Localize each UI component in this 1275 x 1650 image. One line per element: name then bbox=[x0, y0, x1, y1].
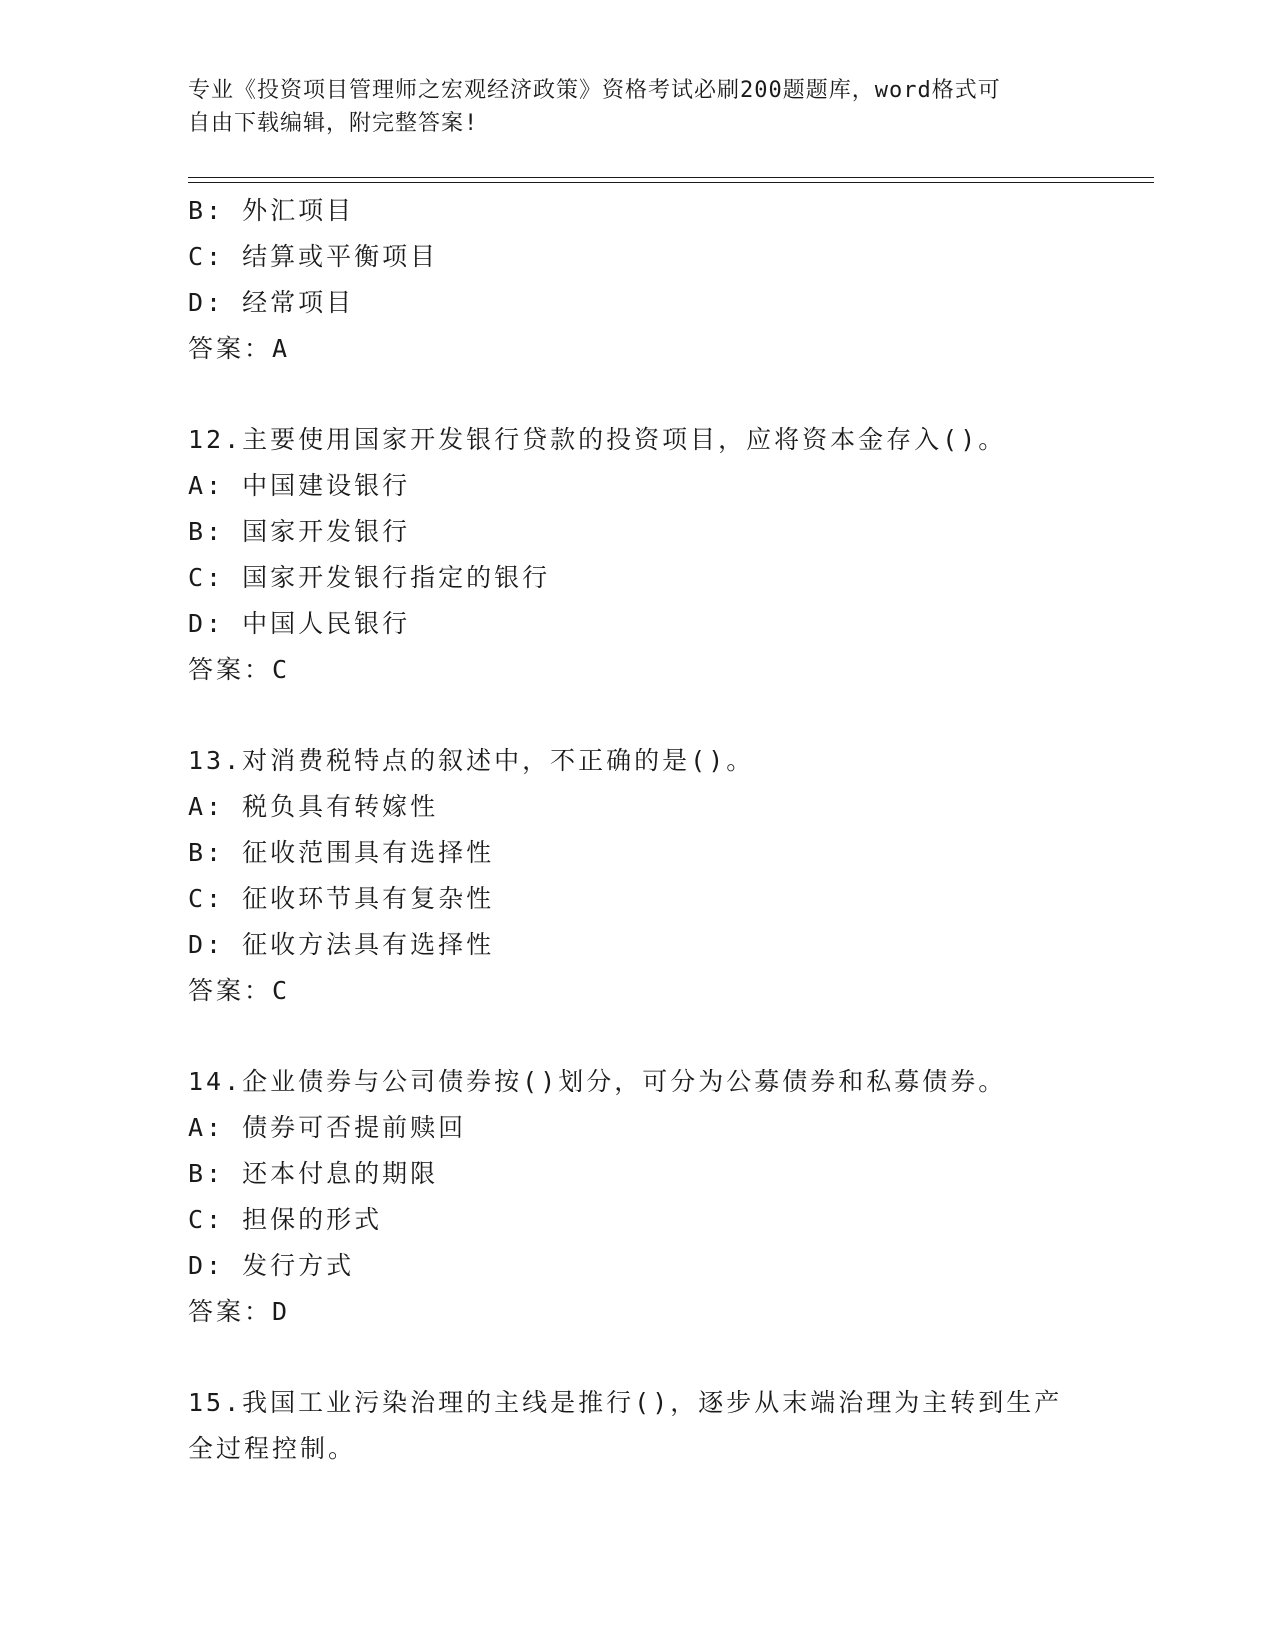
question-15 bbox=[188, 1380, 1088, 1472]
question-14-option-d: D: 发行方式 bbox=[188, 1251, 355, 1280]
question-12-stem: 12.主要使用国家开发银行贷款的投资项目，应将资本金存入()。 bbox=[188, 425, 1007, 454]
question-12-option-c: C: 国家开发银行指定的银行 bbox=[188, 563, 551, 592]
question-12 bbox=[188, 417, 1088, 693]
question-12-option-a: A: 中国建设银行 bbox=[188, 471, 411, 500]
header-title-line-1: 专业《投资项目管理师之宏观经济政策》资格考试必刷200题题库，word格式可 bbox=[188, 78, 1001, 103]
document-header bbox=[188, 74, 1088, 140]
question-13 bbox=[188, 738, 1088, 1014]
spacer bbox=[188, 1014, 1088, 1059]
question-14-option-a: A: 债券可否提前赎回 bbox=[188, 1113, 467, 1142]
question-13-answer: 答案：C bbox=[188, 976, 291, 1005]
question-14-option-b: B: 还本付息的期限 bbox=[188, 1159, 439, 1188]
question-12-option-d: D: 中国人民银行 bbox=[188, 609, 411, 638]
question-14-answer: 答案：D bbox=[188, 1297, 291, 1326]
header-divider-bottom bbox=[188, 182, 1154, 183]
header-divider-top bbox=[188, 177, 1154, 178]
question-14-option-c: C: 担保的形式 bbox=[188, 1205, 383, 1234]
question-14 bbox=[188, 1059, 1088, 1335]
question-15-stem-line-2: 全过程控制。 bbox=[188, 1434, 357, 1463]
header-title-line-2: 自由下载编辑，附完整答案! bbox=[188, 111, 479, 136]
question-13-option-a: A: 税负具有转嫁性 bbox=[188, 792, 439, 821]
spacer bbox=[188, 693, 1088, 738]
question-11-option-c: C: 结算或平衡项目 bbox=[188, 242, 439, 271]
question-11-option-d: D: 经常项目 bbox=[188, 288, 355, 317]
question-11-answer: 答案：A bbox=[188, 334, 291, 363]
question-15-stem-line-1: 15.我国工业污染治理的主线是推行()，逐步从末端治理为主转到生产 bbox=[188, 1388, 1063, 1417]
question-13-option-c: C: 征收环节具有复杂性 bbox=[188, 884, 495, 913]
question-12-option-b: B: 国家开发银行 bbox=[188, 517, 411, 546]
question-11-tail bbox=[188, 188, 1088, 372]
spacer bbox=[188, 1335, 1088, 1380]
question-13-option-d: D: 征收方法具有选择性 bbox=[188, 930, 495, 959]
question-13-option-b: B: 征收范围具有选择性 bbox=[188, 838, 495, 867]
document-body bbox=[188, 188, 1088, 1472]
question-12-answer: 答案：C bbox=[188, 655, 291, 684]
question-11-option-b: B: 外汇项目 bbox=[188, 196, 355, 225]
question-14-stem: 14.企业债券与公司债券按()划分，可分为公募债券和私募债券。 bbox=[188, 1067, 1007, 1096]
question-13-stem: 13.对消费税特点的叙述中，不正确的是()。 bbox=[188, 746, 755, 775]
spacer bbox=[188, 372, 1088, 417]
